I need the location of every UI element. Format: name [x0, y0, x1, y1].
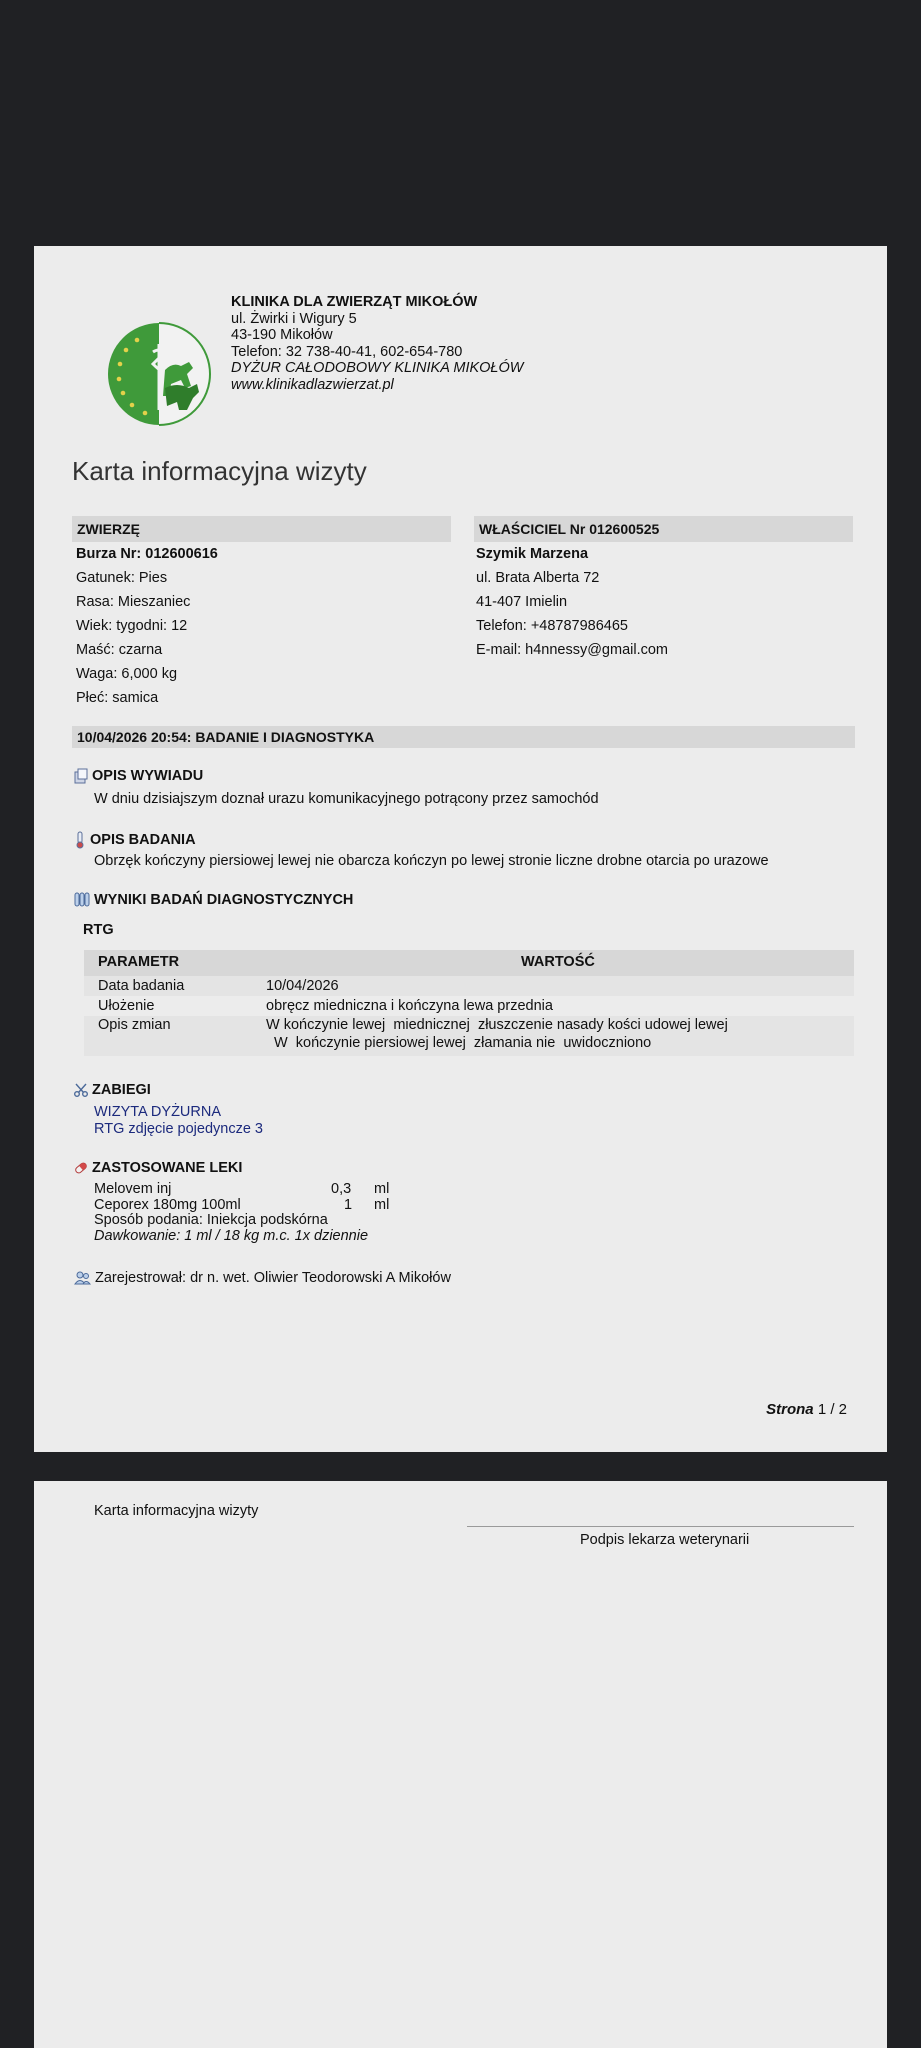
owner-street: ul. Brata Alberta 72 — [476, 570, 600, 586]
animal-age: Wiek: tygodni: 12 — [76, 618, 188, 634]
document-page-2 — [34, 1481, 887, 2048]
history-title: OPIS WYWIADU — [92, 768, 204, 784]
procedures-section-title — [74, 1082, 151, 1098]
table-header — [84, 950, 854, 976]
test-tubes-icon — [74, 892, 90, 908]
diagnostics-subtitle: RTG — [83, 922, 114, 938]
page2-title: Karta informacyjna wizyty — [94, 1503, 259, 1519]
signature-line — [467, 1526, 854, 1527]
signature-label: Podpis lekarza weterynarii — [580, 1532, 750, 1548]
page-count: 1 / 2 — [817, 1401, 847, 1418]
history-section-title — [74, 768, 203, 784]
clinic-phone: Telefon: 32 738-40-41, 602-654-780 — [231, 343, 463, 360]
animal-weight: Waga: 6,000 kg — [76, 666, 178, 682]
clinic-duty: DYŻUR CAŁODOBOWY KLINIKA MIKOŁÓW — [231, 360, 524, 376]
animal-header: ZWIERZĘ — [72, 516, 451, 542]
medication-qty: 1 — [344, 1196, 353, 1213]
column-value: WARTOŚĆ — [521, 954, 595, 970]
medication-unit: ml — [374, 1181, 390, 1197]
medication-name: Ceporex 180mg 100ml — [94, 1196, 241, 1213]
owner-details — [476, 542, 668, 662]
table-row — [84, 1016, 854, 1056]
row-value: obręcz miedniczna i kończyna lewa przednia — [266, 998, 553, 1014]
row-value-continued: W kończynie piersiowej lewej złamania nie uwidoczniono — [266, 1035, 652, 1051]
row-value: W kończynie lewej miednicznej złuszczenie nasady kości udowej lewej — [266, 1017, 728, 1033]
animal-species: Gatunek: Pies — [76, 570, 168, 586]
page-number — [766, 1401, 847, 1418]
medication-qty: 0,3 — [331, 1181, 352, 1197]
medications-title: ZASTOSOWANE LEKI — [92, 1160, 243, 1176]
clinic-info — [231, 294, 523, 393]
owner-city: 41-407 Imielin — [476, 594, 568, 610]
history-text: W dniu dzisiajszym doznał urazu komunikacyjnego potrącony przez samochód — [94, 791, 599, 807]
owner-name: Szymik Marzena — [476, 546, 589, 562]
document-title: Karta informacyjna wizyty — [72, 456, 367, 486]
users-icon — [74, 1271, 91, 1285]
page-label: Strona — [766, 1401, 814, 1418]
animal-name: Burza Nr: 012600616 — [76, 546, 218, 562]
clinic-street: ul. Żwirki i Wigury 5 — [231, 310, 357, 327]
procedure-item[interactable]: RTG zdjęcie pojedyncze 3 — [94, 1121, 263, 1137]
medications-section-title — [74, 1160, 242, 1176]
registered-by — [74, 1270, 451, 1286]
medication-name: Melovem inj — [94, 1181, 172, 1197]
document-page-1 — [34, 246, 887, 1452]
dosage-text: Dawkowanie: 1 ml / 18 kg m.c. 1x dziennie — [94, 1227, 369, 1244]
clinic-city: 43-190 Mikołów — [231, 327, 333, 343]
exam-title: OPIS BADANIA — [90, 832, 196, 848]
owner-header: WŁAŚCICIEL Nr 012600525 — [474, 516, 853, 542]
registered-by-text: Zarejestrował: dr n. wet. Oliwier Teodorowski A Mikołów — [95, 1270, 451, 1286]
column-parameter: PARAMETR — [98, 954, 180, 970]
exam-section-title — [74, 831, 196, 849]
owner-email: E-mail: h4nnessy@gmail.com — [476, 642, 669, 658]
row-param: Ułożenie — [98, 998, 155, 1014]
route-text: Sposób podania: Iniekcja podskórna — [94, 1212, 328, 1228]
procedure-item[interactable]: WIZYTA DYŻURNA — [94, 1104, 222, 1120]
table-row — [84, 976, 854, 996]
procedures-title: ZABIEGI — [92, 1082, 151, 1098]
animal-color: Maść: czarna — [76, 642, 163, 658]
diagnostics-section-title — [74, 892, 353, 908]
scissors-icon — [74, 1083, 88, 1097]
owner-phone: Telefon: +48787986465 — [476, 618, 628, 634]
clinic-website: www.klinikadlazwierzat.pl — [231, 376, 394, 393]
clinic-logo-icon — [107, 322, 211, 426]
animal-breed: Rasa: Mieszaniec — [76, 594, 191, 610]
row-param: Data badania — [98, 978, 185, 994]
exam-text: Obrzęk kończyny piersiowej lewej nie obarcza kończyn po lewej stronie liczne drobne otarcia po urazowe — [94, 853, 769, 869]
medication-unit: ml — [374, 1196, 390, 1213]
animal-details — [76, 542, 218, 710]
animal-sex: Płeć: samica — [76, 690, 159, 706]
clinic-name: KLINIKA DLA ZWIERZĄT MIKOŁÓW — [231, 294, 478, 310]
visit-header: 10/04/2026 20:54: BADANIE I DIAGNOSTYKA — [72, 726, 855, 748]
row-param: Opis zmian — [98, 1017, 171, 1033]
thermometer-icon — [74, 831, 86, 849]
pill-icon — [74, 1161, 88, 1175]
diagnostics-title: WYNIKI BADAŃ DIAGNOSTYCZNYCH — [94, 892, 354, 908]
notes-icon — [74, 768, 88, 784]
table-row — [84, 996, 854, 1016]
rtg-results-table — [84, 950, 854, 1056]
row-value: 10/04/2026 — [266, 978, 339, 994]
